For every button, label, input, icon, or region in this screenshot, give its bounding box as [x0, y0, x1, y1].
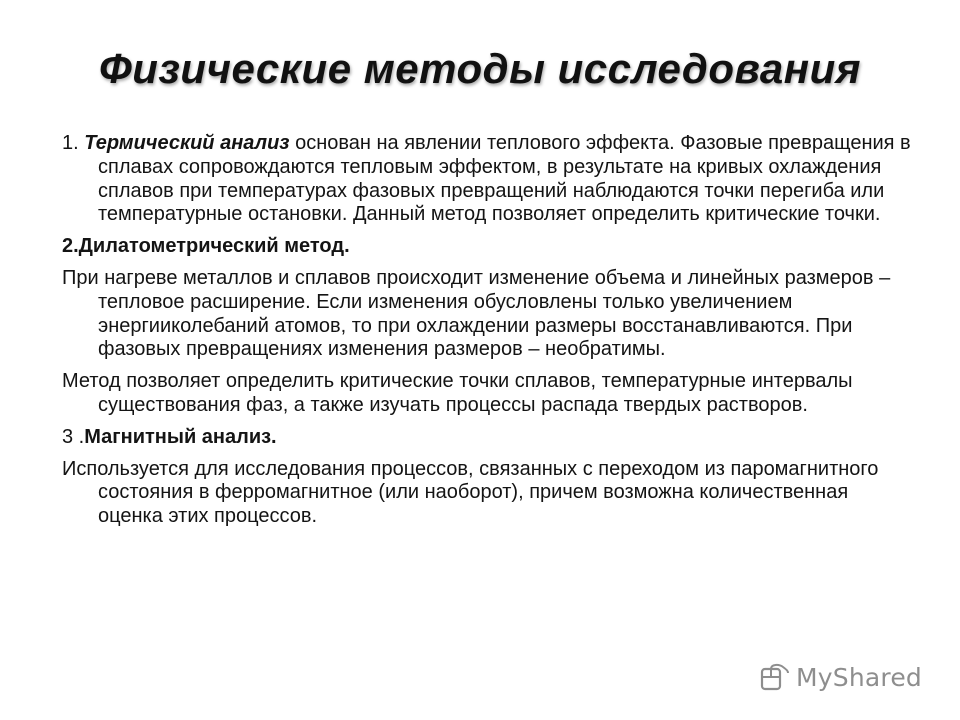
heading-dilatometric-method: 2.Дилатометрический метод.	[62, 235, 350, 258]
paragraph-text: основан на явлении теплового эффекта. Фазовые превращения в сплавах сопровождаются тепловым эффектом, в результате на кривых охлаждения сплавов при температурах фазовых превращений наблюдаются точки перегиба или температурные остановки. Данный метод позволяет определить критические точки.	[98, 132, 911, 226]
watermark-text: MyShared	[796, 662, 922, 692]
heading-magnetic-analysis	[62, 426, 912, 450]
paragraph-magnetic-description: Используется для исследования процессов, связанных с переходом из паромагнитного состояния в ферромагнитное (или наоборот), причем возможна количественная оценка этих процессов.	[62, 457, 879, 528]
paragraph-dilatometric-purpose: Метод позволяет определить критические точки сплавов, температурные интервалы существования фаз, а также изучать процессы распада твердых растворов.	[62, 370, 853, 416]
term-thermal-analysis: Термический анализ	[84, 132, 290, 154]
watermark-logo	[760, 662, 922, 692]
slide-title: Физические методы исследования	[99, 45, 861, 92]
item-number: 3 .	[62, 425, 85, 448]
paragraph-dilatometric-description: При нагреве металлов и сплавов происходит изменение объема и линейных размеров – тепловое расширение. Если изменения обусловлены только увеличением энергииколебаний атомов, то при охлаждении размеры восстанавливаются. При фазовых превращениях изменения размеров – необратимы.	[62, 266, 891, 361]
item-number: 1.	[62, 132, 85, 154]
term-magnetic-analysis: Магнитный анализ.	[84, 425, 277, 448]
slide-body	[62, 132, 912, 537]
paragraph-thermal-analysis	[62, 132, 912, 227]
mouse-icon	[760, 663, 790, 691]
